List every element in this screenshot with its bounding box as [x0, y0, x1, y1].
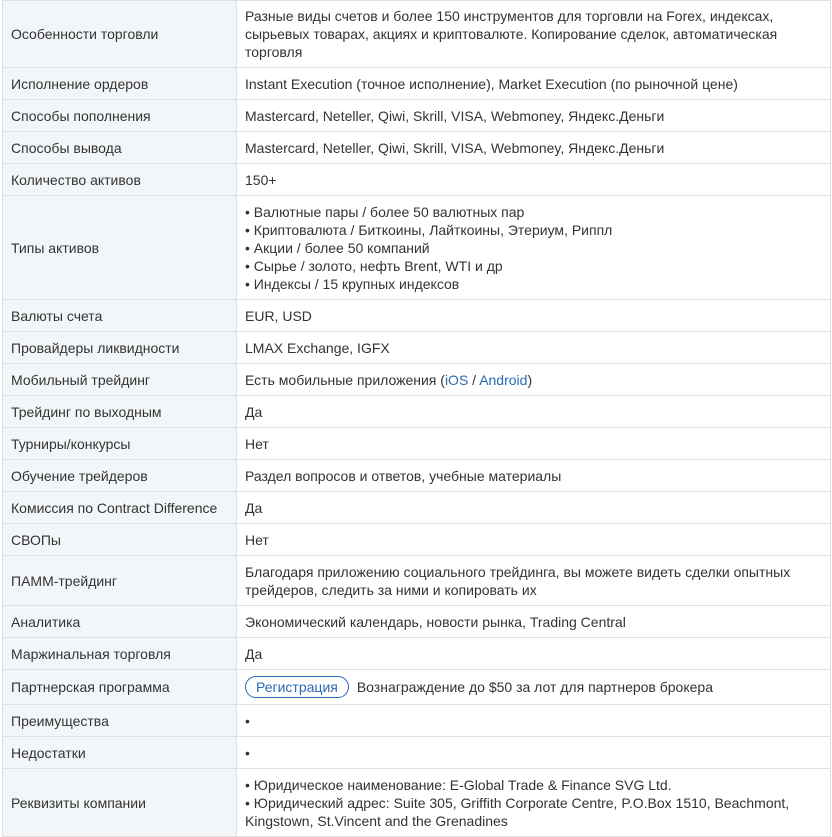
row-value [237, 196, 831, 300]
row-value: Благодаря приложению социального трейдинга, вы можете видеть сделки опытных трейдеров, следить за ними и копировать их [237, 556, 831, 606]
registration-button[interactable]: Регистрация [245, 676, 349, 698]
row-value: • [237, 705, 831, 737]
row-liquidity-providers [3, 332, 831, 364]
row-value: Нет [237, 428, 831, 460]
row-value: Разные виды счетов и более 150 инструментов для торговли на Forex, индексах, сырьевых товарах, акциях и криптовалюте. Копирование сделок, автоматическая торговля [237, 1, 831, 68]
row-label: Трейдинг по выходным [3, 396, 237, 428]
row-label: СВОПы [3, 524, 237, 556]
row-value: LMAX Exchange, IGFX [237, 332, 831, 364]
row-value: Да [237, 396, 831, 428]
android-link[interactable]: Android [479, 371, 528, 388]
row-asset-count [3, 164, 831, 196]
row-company-details [3, 769, 831, 837]
list-item: • Юридическое наименование: E-Global Trade & Finance SVG Ltd. [245, 776, 822, 794]
row-label: ПАММ-трейдинг [3, 556, 237, 606]
partner-reward-text: Вознаграждение до $50 за лот для партнеров брокера [356, 679, 713, 695]
row-value: 150+ [237, 164, 831, 196]
row-label: Аналитика [3, 606, 237, 638]
row-value: • [237, 737, 831, 769]
row-swaps [3, 524, 831, 556]
row-margin-trading [3, 638, 831, 670]
row-label: Недостатки [3, 737, 237, 769]
ios-link[interactable]: iOS [444, 371, 469, 388]
row-value [237, 364, 831, 396]
row-label: Особенности торговли [3, 1, 237, 68]
list-item: • Юридический адрес: Suite 305, Griffith Corporate Centre, P.O.Box 1510, Beachmont, Kingstown, St.Vincent and the Grenadines [245, 794, 822, 830]
row-label: Исполнение ордеров [3, 68, 237, 100]
row-value [237, 769, 831, 837]
row-value: Mastercard, Neteller, Qiwi, Skrill, VISA, Webmoney, Яндекс.Деньги [237, 100, 831, 132]
row-weekend-trading [3, 396, 831, 428]
row-deposit-methods [3, 100, 831, 132]
row-label: Реквизиты компании [3, 769, 237, 837]
row-label: Турниры/конкурсы [3, 428, 237, 460]
row-value: Да [237, 492, 831, 524]
row-label: Валюты счета [3, 300, 237, 332]
row-label: Количество активов [3, 164, 237, 196]
row-withdrawal-methods [3, 132, 831, 164]
row-disadvantages [3, 737, 831, 769]
list-item: • Акции / более 50 компаний [245, 239, 822, 257]
row-mobile-trading [3, 364, 831, 396]
row-pamm-trading [3, 556, 831, 606]
row-label: Комиссия по Contract Difference [3, 492, 237, 524]
row-analytics [3, 606, 831, 638]
list-item: • Валютные пары / более 50 валютных пар [245, 203, 822, 221]
row-asset-types [3, 196, 831, 300]
mobile-prefix: Есть мобильные приложения ( [245, 371, 445, 388]
row-label: Маржинальная торговля [3, 638, 237, 670]
row-label: Способы вывода [3, 132, 237, 164]
mobile-separator: / [468, 371, 480, 388]
row-order-execution [3, 68, 831, 100]
row-value: Да [237, 638, 831, 670]
row-label: Партнерская программа [3, 670, 237, 705]
row-contests [3, 428, 831, 460]
row-value: Instant Execution (точное исполнение), Market Execution (по рыночной цене) [237, 68, 831, 100]
row-trading-features [3, 1, 831, 68]
row-label: Мобильный трейдинг [3, 364, 237, 396]
row-account-currencies [3, 300, 831, 332]
row-value: EUR, USD [237, 300, 831, 332]
row-label: Провайдеры ликвидности [3, 332, 237, 364]
row-value: Mastercard, Neteller, Qiwi, Skrill, VISA, Webmoney, Яндекс.Деньги [237, 132, 831, 164]
row-cfd-commission [3, 492, 831, 524]
row-trader-education [3, 460, 831, 492]
list-item: • Индексы / 15 крупных индексов [245, 275, 822, 293]
row-label: Преимущества [3, 705, 237, 737]
row-label: Способы пополнения [3, 100, 237, 132]
row-partner-program [3, 670, 831, 705]
row-value: Экономический календарь, новости рынка, Trading Central [237, 606, 831, 638]
mobile-suffix: ) [527, 371, 533, 388]
row-label: Обучение трейдеров [3, 460, 237, 492]
row-value [237, 670, 831, 705]
row-value: Нет [237, 524, 831, 556]
row-advantages [3, 705, 831, 737]
broker-specs-table [2, 0, 831, 837]
row-label: Типы активов [3, 196, 237, 300]
row-value: Раздел вопросов и ответов, учебные материалы [237, 460, 831, 492]
list-item: • Сырье / золото, нефть Brent, WTI и др [245, 257, 822, 275]
list-item: • Криптовалюта / Биткоины, Лайткоины, Этериум, Риппл [245, 221, 822, 239]
